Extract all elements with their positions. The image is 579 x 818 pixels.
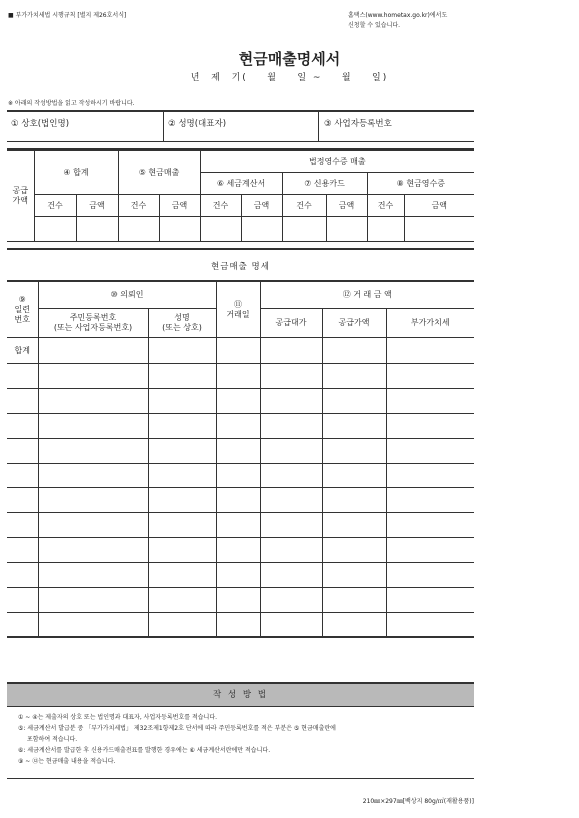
table-cell[interactable] — [216, 364, 260, 389]
invoice-count-field[interactable] — [200, 217, 241, 242]
table-cell[interactable] — [216, 488, 260, 513]
table-row — [7, 438, 474, 463]
table-cell[interactable] — [7, 563, 38, 588]
table-cell[interactable] — [260, 588, 322, 613]
table-cell[interactable] — [386, 413, 474, 438]
count-header: 건수 — [118, 195, 159, 217]
card-amount-field[interactable] — [326, 217, 367, 242]
table-cell[interactable] — [260, 438, 322, 463]
method-header — [7, 682, 474, 707]
table-row — [7, 463, 474, 488]
table-cell[interactable] — [148, 338, 216, 364]
table-cell[interactable] — [386, 612, 474, 637]
table-cell[interactable] — [216, 538, 260, 563]
table-cell[interactable] — [386, 513, 474, 538]
supply-value-label: 공급 가액 — [7, 151, 34, 242]
table-cell[interactable] — [7, 538, 38, 563]
table-cell[interactable] — [38, 338, 148, 364]
method-item: ⑨ ~ ⑫는 현금매출 내용을 적습니다. — [18, 758, 116, 765]
count-header: 건수 — [34, 195, 76, 217]
table-row — [7, 413, 474, 438]
table-cell[interactable] — [260, 538, 322, 563]
table-row — [7, 388, 474, 413]
tax-invoice-header: ⑥ 세금계산서 — [200, 173, 282, 195]
total-amount-field[interactable] — [76, 217, 118, 242]
table-cell[interactable] — [38, 488, 148, 513]
table-cell[interactable] — [386, 388, 474, 413]
table-cell[interactable] — [7, 612, 38, 637]
table-cell[interactable] — [260, 364, 322, 389]
vat-header: 부가가치세 — [386, 309, 474, 338]
table-cell[interactable] — [386, 538, 474, 563]
total-header: ④ 합계 — [34, 151, 118, 195]
paper-spec: 210㎜×297㎜[백상지 80g/㎡(재활용품)] — [362, 798, 474, 805]
table-cell[interactable] — [322, 612, 386, 637]
table-cell[interactable] — [38, 413, 148, 438]
serial-number-header: ⑨ 일련 번호 — [7, 282, 38, 338]
table-cell[interactable] — [386, 588, 474, 613]
client-name-header: 성명 (또는 상호) — [148, 309, 216, 338]
amount-header: 금액 — [326, 195, 367, 217]
representative-label: ② 성명(대표자) — [168, 119, 227, 129]
amount-header: 금액 — [404, 195, 474, 217]
table-cell[interactable] — [386, 438, 474, 463]
total-count-field[interactable] — [34, 217, 76, 242]
cash-count-field[interactable] — [118, 217, 159, 242]
table-cell[interactable] — [148, 413, 216, 438]
table-cell[interactable] — [7, 364, 38, 389]
table-cell[interactable] — [260, 413, 322, 438]
table-cell[interactable] — [322, 463, 386, 488]
hometax-notice-line1: 홈택스(www.hometax.go.kr)에서도 — [348, 12, 448, 19]
supply-value-header: 공급대가 — [260, 309, 322, 338]
cash-amount-field[interactable] — [159, 217, 200, 242]
tax-period: 년 제 기( 월 일 ~ 월 일) — [190, 73, 389, 83]
table-cell[interactable] — [38, 388, 148, 413]
table-row — [7, 513, 474, 538]
amount-header: 금액 — [241, 195, 282, 217]
table-cell[interactable] — [260, 463, 322, 488]
rule-reference: ■ 부가가치세법 시행규칙 [별지 제26호서식] — [8, 12, 127, 19]
method-item: ① ~ ④는 제출자의 상호 또는 법인명과 대표자, 사업자등록번호를 적습니다. — [18, 714, 218, 721]
table-cell[interactable] — [322, 513, 386, 538]
table-cell[interactable] — [216, 513, 260, 538]
method-item: ⑥: 세금계산서를 발급한 후 신용카드매출전표를 발행한 경우에는 ⑥ 세금계산서란에만 적습니다. — [18, 747, 271, 754]
table-cell[interactable] — [148, 513, 216, 538]
receipt-amount-field[interactable] — [404, 217, 474, 242]
count-header: 건수 — [367, 195, 404, 217]
hometax-notice-line2: 신청할 수 있습니다. — [348, 22, 401, 29]
table-cell[interactable] — [260, 563, 322, 588]
table-cell[interactable] — [148, 588, 216, 613]
legal-receipt-header: 법정영수증 매출 — [200, 151, 474, 173]
table-cell[interactable] — [7, 388, 38, 413]
business-name-label: ① 상호(법인명) — [11, 119, 70, 129]
method-item: ⑤: 세금계산서 발급분 중 「부가가치세법」 제32조제1항제2호 단서에 따라 주민등록번호를 적은 부분은 ⑤ 현금매출란에 — [18, 725, 336, 732]
table-cell[interactable] — [148, 488, 216, 513]
total-row-label: 합계 — [7, 338, 38, 364]
table-cell[interactable] — [148, 388, 216, 413]
table-cell[interactable] — [322, 388, 386, 413]
count-header: 건수 — [200, 195, 241, 217]
table-cell[interactable] — [386, 338, 474, 364]
table-cell[interactable] — [38, 538, 148, 563]
table-row — [7, 538, 474, 563]
method-list — [18, 712, 474, 767]
table-cell[interactable] — [148, 364, 216, 389]
table-cell[interactable] — [38, 612, 148, 637]
table-cell[interactable] — [386, 364, 474, 389]
table-cell[interactable] — [38, 364, 148, 389]
table-cell[interactable] — [216, 388, 260, 413]
divider — [163, 112, 164, 141]
table-cell[interactable] — [7, 588, 38, 613]
table-cell[interactable] — [322, 538, 386, 563]
table-cell[interactable] — [260, 338, 322, 364]
biz-reg-number-label: ③ 사업자등록번호 — [324, 119, 392, 129]
table-cell[interactable] — [386, 463, 474, 488]
client-header: ⑩ 의뢰인 — [38, 282, 216, 309]
detail-table — [7, 281, 474, 638]
table-cell[interactable] — [148, 612, 216, 637]
detail-section-title: 현금매출 명세 — [211, 262, 270, 272]
table-cell[interactable] — [322, 488, 386, 513]
cash-sales-header: ⑤ 현금매출 — [118, 151, 200, 195]
table-cell[interactable] — [322, 438, 386, 463]
credit-card-header: ⑦ 신용카드 — [282, 173, 367, 195]
table-cell[interactable] — [148, 438, 216, 463]
table-cell[interactable] — [38, 563, 148, 588]
divider — [7, 778, 474, 779]
divider — [7, 248, 474, 250]
page-title: 현금매출명세서 — [238, 50, 341, 68]
table-cell[interactable] — [38, 588, 148, 613]
table-cell[interactable] — [322, 364, 386, 389]
receipt-count-field[interactable] — [367, 217, 404, 242]
table-row — [7, 563, 474, 588]
table-cell[interactable] — [216, 438, 260, 463]
table-cell[interactable] — [216, 413, 260, 438]
table-cell[interactable] — [216, 563, 260, 588]
table-cell[interactable] — [148, 563, 216, 588]
table-cell[interactable] — [260, 488, 322, 513]
table-cell[interactable] — [148, 538, 216, 563]
method-title: 작 성 방 법 — [213, 690, 268, 700]
table-cell[interactable] — [386, 563, 474, 588]
table-cell[interactable] — [7, 438, 38, 463]
invoice-amount-field[interactable] — [241, 217, 282, 242]
table-cell[interactable] — [322, 338, 386, 364]
table-row — [7, 364, 474, 389]
table-cell[interactable] — [38, 438, 148, 463]
cash-receipt-header: ⑧ 현금영수증 — [367, 173, 474, 195]
table-cell[interactable] — [148, 463, 216, 488]
amount-header: 금액 — [159, 195, 200, 217]
table-cell[interactable] — [216, 588, 260, 613]
instruction-note: ※ 아래의 작성방법을 읽고 작성하시기 바랍니다. — [8, 100, 135, 107]
table-cell[interactable] — [322, 563, 386, 588]
supply-table — [7, 150, 474, 242]
table-cell[interactable] — [216, 338, 260, 364]
table-row — [7, 612, 474, 637]
count-header: 건수 — [282, 195, 326, 217]
divider — [318, 112, 319, 141]
table-row — [7, 488, 474, 513]
table-cell[interactable] — [7, 488, 38, 513]
detail-rows — [7, 364, 474, 638]
table-row — [7, 588, 474, 613]
table-cell[interactable] — [322, 588, 386, 613]
supply-amount-header: 공급가액 — [322, 309, 386, 338]
trade-date-header: ⑪ 거래일 — [216, 282, 260, 338]
method-item: 포함하여 적습니다. — [27, 736, 78, 743]
table-cell[interactable] — [386, 488, 474, 513]
table-cell[interactable] — [260, 388, 322, 413]
card-count-field[interactable] — [282, 217, 326, 242]
table-cell[interactable] — [322, 413, 386, 438]
table-cell[interactable] — [38, 513, 148, 538]
amount-header: 금액 — [76, 195, 118, 217]
table-cell[interactable] — [260, 513, 322, 538]
table-cell[interactable] — [216, 612, 260, 637]
table-cell[interactable] — [7, 413, 38, 438]
client-id-header: 주민등록번호 (또는 사업자등록번호) — [38, 309, 148, 338]
total-row — [7, 338, 474, 364]
applicant-section — [7, 112, 474, 142]
table-cell[interactable] — [260, 612, 322, 637]
table-cell[interactable] — [216, 463, 260, 488]
table-cell[interactable] — [7, 513, 38, 538]
trade-amount-header: ⑫ 거 래 금 액 — [260, 282, 474, 309]
table-cell[interactable] — [7, 463, 38, 488]
table-cell[interactable] — [38, 463, 148, 488]
